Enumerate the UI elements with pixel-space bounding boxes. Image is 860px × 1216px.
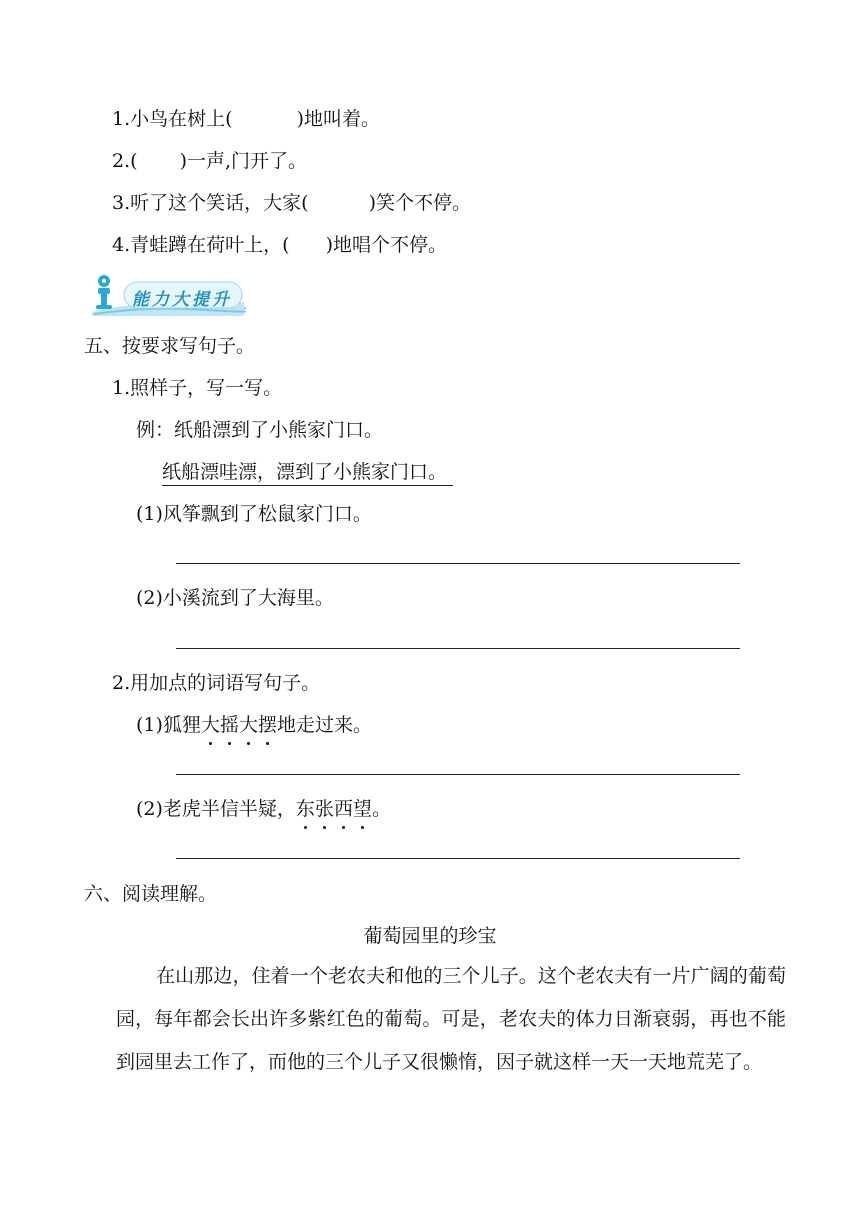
fill-item-1: 1.小鸟在树上( )地叫着。: [112, 108, 380, 130]
fill-item-4: 4.青蛙蹲在荷叶上，( )地唱个不停。: [112, 234, 447, 256]
answer-line[interactable]: [176, 774, 740, 775]
q1-item-1: (1)风筝飘到了松鼠家门口。: [136, 503, 372, 525]
reading-paragraph: 在山那边，住着一个老农夫和他的三个儿子。这个老农夫有一片广阔的葡萄园，每年都会长出许多紫红色的葡萄。可是，老农夫的体力日渐衰弱，再也不能到园里去工作了，而他的三个儿子又很懒惰，因子就这样一天一天地荒芜了。: [116, 965, 786, 1073]
ability-badge: 能力大提升: [88, 272, 246, 318]
section-6-heading: 六、阅读理解。: [84, 883, 218, 905]
q2-item-1: (1)狐狸大摇大摆地走过来。: [136, 714, 372, 736]
answer-line[interactable]: [176, 858, 740, 859]
q1-example: 例：纸船漂到了小熊家门口。: [136, 419, 384, 441]
q1-label: 1.照样子，写一写。: [112, 377, 283, 399]
q1-item-2: (2)小溪流到了大海里。: [136, 587, 334, 609]
fill-item-3: 3.听了这个笑话，大家( )笑个不停。: [112, 192, 471, 214]
section-5-heading: 五、按要求写句子。: [84, 335, 256, 357]
reading-title: 葡萄园里的珍宝: [363, 925, 497, 947]
q1-example-answer: 纸船漂哇漂，漂到了小熊家门口。: [162, 459, 453, 485]
answer-line[interactable]: [176, 648, 740, 649]
fill-item-2: 2.( )一声,门开了。: [112, 150, 308, 172]
q2-label: 2.用加点的词语写句子。: [112, 672, 321, 694]
q2-item-2: (2)老虎半信半疑，东张西望。: [136, 798, 391, 820]
answer-line[interactable]: [176, 563, 740, 564]
